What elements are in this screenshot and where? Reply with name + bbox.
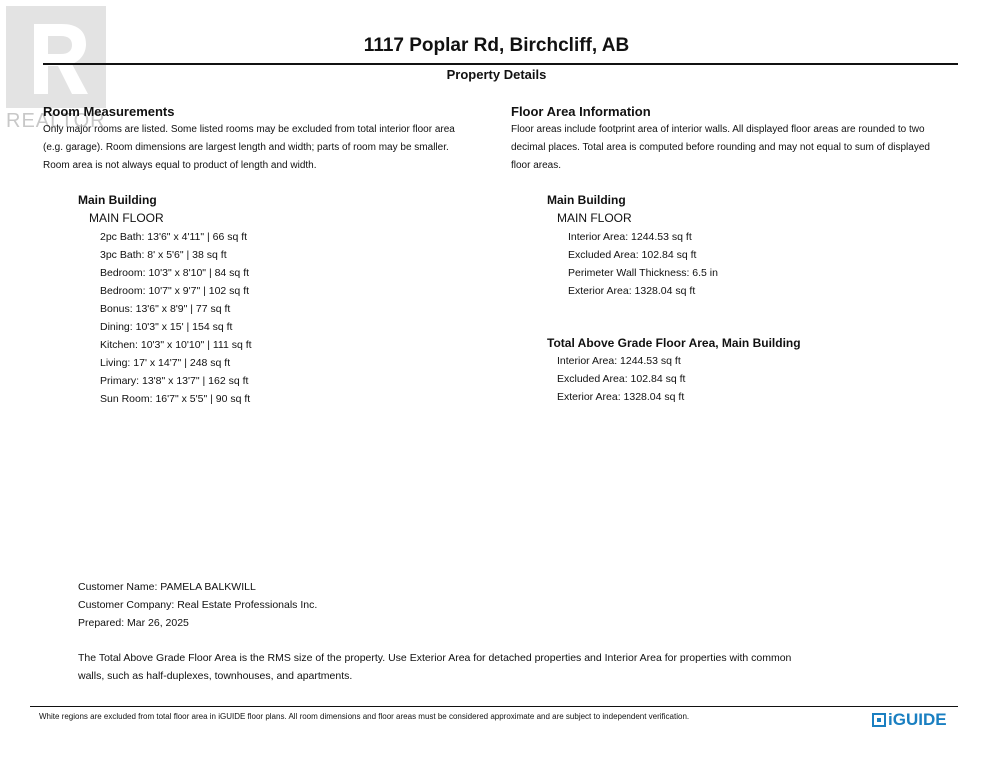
total-floor-area-list	[557, 352, 685, 406]
floor-area-item: Perimeter Wall Thickness: 6.5 in	[568, 267, 718, 279]
total-area-item: Excluded Area: 102.84 sq ft	[557, 373, 686, 385]
floor-area-description	[511, 121, 971, 175]
note-line: walls, such as half-duplexes, townhouses, and apartments.	[78, 670, 353, 682]
realtor-watermark-text: REALTOR	[6, 110, 106, 132]
footer-disclaimer: White regions are excluded from total floor area in iGUIDE floor plans. All room dimensions and floor areas must be considered approximate and are subject to independent verification.	[39, 712, 690, 721]
floor-area-list	[568, 228, 718, 300]
customer-company: Customer Company: Real Estate Professionals Inc.	[78, 599, 318, 611]
page-title: 1117 Poplar Rd, Birchcliff, AB	[363, 35, 630, 56]
room-item: Sun Room: 16'7" x 5'5" | 90 sq ft	[100, 393, 251, 405]
room-list	[100, 228, 252, 408]
floor-area-floor-label: MAIN FLOOR	[557, 211, 632, 225]
room-measurements-heading: Room Measurements	[43, 104, 175, 119]
description-line: Room area is not always equal to product of length and width.	[43, 160, 317, 171]
room-building-heading: Main Building	[78, 193, 157, 207]
page-subtitle: Property Details	[446, 67, 547, 82]
prepared-date: Prepared: Mar 26, 2025	[78, 617, 189, 629]
room-item: Living: 17' x 14'7" | 248 sq ft	[100, 357, 231, 369]
room-item: Bedroom: 10'3" x 8'10" | 84 sq ft	[100, 267, 250, 279]
description-line: decimal places. Total area is computed before rounding and may not equal to sum of displayed	[511, 142, 930, 153]
room-item: Dining: 10'3" x 15' | 154 sq ft	[100, 321, 233, 333]
title-divider	[43, 63, 958, 65]
floor-area-item: Excluded Area: 102.84 sq ft	[568, 249, 697, 261]
room-floor-label: MAIN FLOOR	[89, 211, 164, 225]
iguide-logo	[872, 708, 947, 732]
total-floor-area-heading: Total Above Grade Floor Area, Main Building	[547, 336, 801, 350]
floor-area-building-heading: Main Building	[547, 193, 626, 207]
room-measurements-description	[43, 121, 493, 175]
rms-note	[78, 649, 938, 685]
room-item: 3pc Bath: 8' x 5'6" | 38 sq ft	[100, 249, 227, 261]
room-item: 2pc Bath: 13'6" x 4'11" | 66 sq ft	[100, 231, 248, 243]
iguide-logo-icon	[872, 713, 886, 727]
description-line: floor areas.	[511, 160, 562, 171]
description-line: Only major rooms are listed. Some listed rooms may be excluded from total interior floor area	[43, 124, 455, 135]
room-item: Kitchen: 10'3" x 10'10" | 111 sq ft	[100, 339, 252, 351]
total-area-item: Interior Area: 1244.53 sq ft	[557, 355, 681, 367]
customer-name: Customer Name: PAMELA BALKWILL	[78, 581, 256, 593]
total-area-item: Exterior Area: 1328.04 sq ft	[557, 391, 685, 403]
room-item: Bonus: 13'6" x 8'9" | 77 sq ft	[100, 303, 231, 315]
iguide-logo-text: iGUIDE	[888, 710, 947, 729]
floor-area-item: Interior Area: 1244.53 sq ft	[568, 231, 692, 243]
note-line: The Total Above Grade Floor Area is the RMS size of the property. Use Exterior Area for detached properties and Interior Area for properties with common	[78, 652, 792, 664]
description-line: (e.g. garage). Room dimensions are largest length and width; parts of room may be smaller.	[43, 142, 449, 153]
floor-area-heading: Floor Area Information	[511, 104, 651, 119]
footer-divider	[30, 706, 958, 707]
room-item: Primary: 13'8" x 13'7" | 162 sq ft	[100, 375, 249, 387]
description-line: Floor areas include footprint area of interior walls. All displayed floor areas are rounded to two	[511, 124, 925, 135]
customer-info	[78, 578, 317, 632]
floor-area-item: Exterior Area: 1328.04 sq ft	[568, 285, 696, 297]
room-item: Bedroom: 10'7" x 9'7" | 102 sq ft	[100, 285, 250, 297]
